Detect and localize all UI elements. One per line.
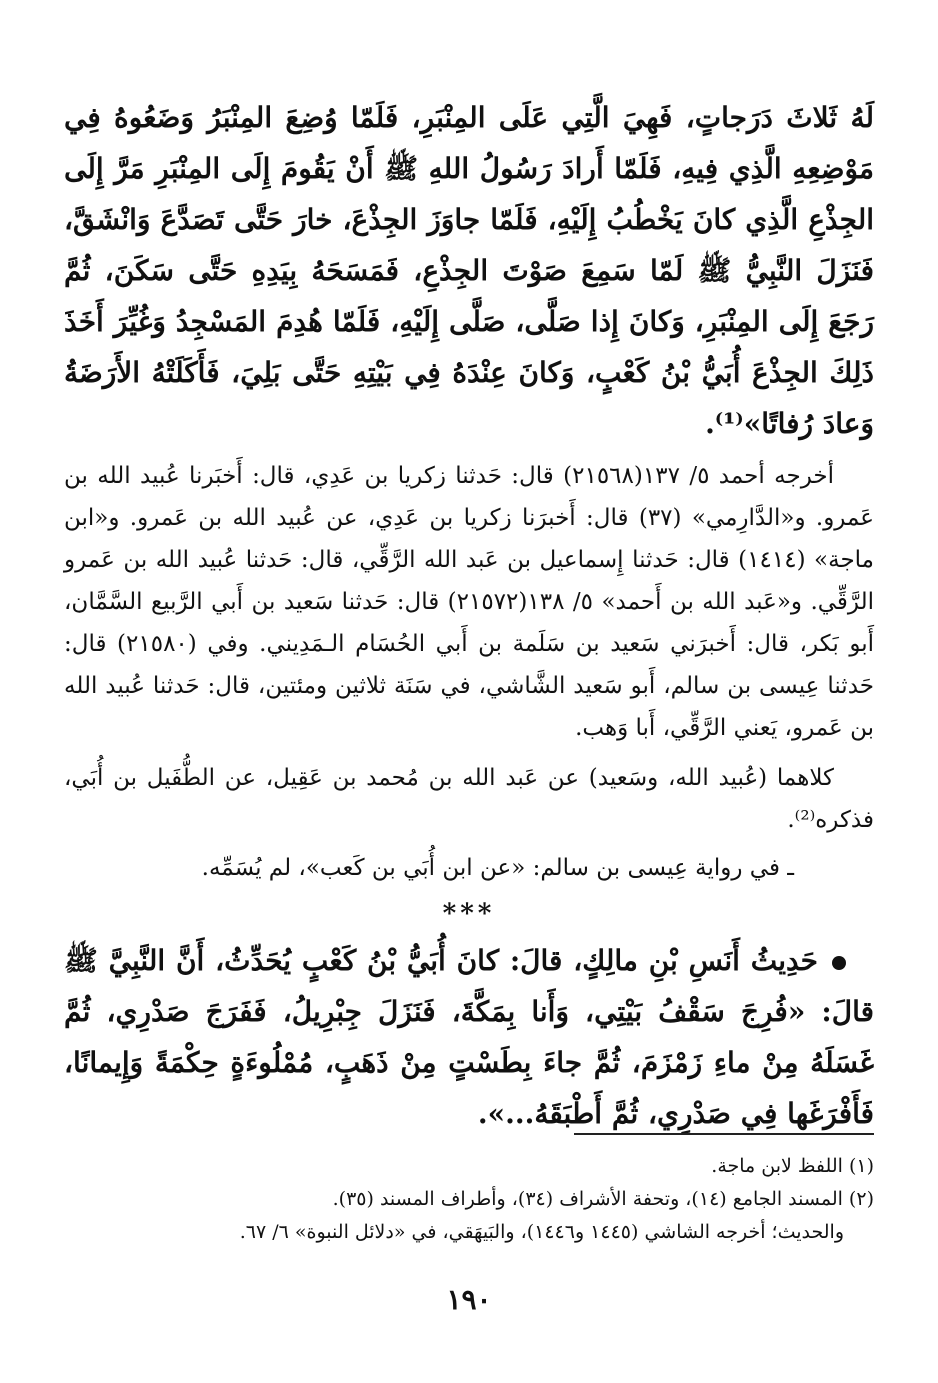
- takhrij-paragraph: أخرجه أحمد ٥/ ١٣٧(٢١٥٦٨) قال: حَدثنا زكريا بن عَدِي، قال: أَخبَرنا عُبيد الله بن عَمرو. و«الدَّارِمي» (٣٧) قال: أَخبرَنا زكريا بن عَدِي، عن عُبيد الله بن عَمرو. و«ابن ماجة» (١٤١٤) قال: حَدثنا إِسماعيل بن عَبد الله الرَّقِّي، قال: حَدثنا عُبيد الله بن عَمرو الرَّقِّي. و«عَبد الله بن أَحمد» ٥/ ١٣٨(٢١٥٧٢) قال: حَدثنا سَعيد بن أَبي الرَّبيع السَّمَّان، أَبو بَكر، قال: أَخبرَني سَعيد بن سَلَمة بن أَبي الحُسَام الـمَدِيني. وفي (٢١٥٨٠) قال: حَدثنا عِيسى بن سالم، أَبو سَعيد الشَّاشي، في سَنَة ثلاثين ومئتين، قال: حَدثنا عُبيد الله بن عَمرو، يَعني الرَّقِّي، أَبا وَهب.: [64, 463, 875, 741]
- footnote-divider: [574, 1133, 874, 1135]
- hadith-text: حَدِيثُ أَنَسِ بْنِ مالِكٍ، قالَ: كانَ أُبَيُّ بْنُ كَعْبٍ يُحَدِّثُ، أَنَّ النَّبِيَّ ﷺ قالَ: «فُرِجَ سَقْفُ بَيْتِي، وَأَنا بِمَكَّةَ، فَنَزَلَ جِبْرِيلُ، فَفَرَجَ صَدْرِي، ثُمَّ غَسَلَهُ مِنْ ماءِ زَمْزَمَ، ثُمَّ جاءَ بِطَسْتٍ مِنْ ذَهَبٍ، مُمْلُوءَةٍ حِكْمَةً وَإِيمانًا، فَأَفْرَغَها فِي صَدْرِي، ثُمَّ أَطْبَقَهُ...».: [64, 944, 875, 1130]
- section-separator: ***: [442, 899, 496, 929]
- footnote-2-continuation: والحديث؛ أخرجه الشاشي (١٤٤٥ و١٤٤٦)، والبَيهَقي، في «دلائل النبوة» ٦/ ٦٧.: [239, 1221, 844, 1243]
- hadith-entry: [64, 935, 874, 1139]
- chain-note: كلاهما (عُبيد الله، وسَعيد) عن عَبد الله بن مُحمد بن عَقِيل، عن الطُّفَيل بن أُبَي، فذكره⁽²⁾.: [64, 765, 874, 833]
- bullet-icon: [832, 956, 846, 970]
- page-number: ١٩٠: [446, 1283, 492, 1316]
- page-body: [64, 92, 874, 1139]
- variant-note: ـ في رواية عِيسى بن سالم: «عن ابن أُبَي بن كَعب»، لم يُسَمِّه.: [201, 855, 794, 881]
- hadith-text: لَهُ ثَلاثَ دَرَجاتٍ، فَهِيَ الَّتِي عَلَى المِنْبَرِ، فَلَمّا وُضِعَ المِنْبَرُ وَضَعُوهُ فِي مَوْضِعِهِ الَّذِي فِيهِ، فَلَمّا أَرادَ رَسُولُ اللهِ ﷺ أَنْ يَقُومَ إِلَى المِنْبَرِ مَرَّ إِلَى الجِذْعِ الَّذِي كانَ يَخْطُبُ إِلَيْهِ، فَلَمّا جاوَزَ الجِذْعَ، خارَ حَتَّى تَصَدَّعَ وَانْشَقَّ، فَنَزَلَ النَّبِيُّ ﷺ لَمّا سَمِعَ صَوْتَ الجِذْعِ، فَمَسَحَهُ بِيَدِهِ حَتَّى سَكَنَ، ثُمَّ رَجَعَ إِلَى المِنْبَرِ، وَكانَ إِذا صَلَّى، صَلَّى إِلَيْهِ، فَلَمّا هُدِمَ المَسْجِدُ وَغُيِّرَ أَخَذَ ذَلِكَ الجِذْعَ أُبَيُّ بْنُ كَعْبٍ، وَكانَ عِنْدَهُ فِي بَيْتِهِ حَتَّى بَلِيَ، فَأَكَلَتْهُ الأَرَضَةُ وَعادَ رُفاتًا»⁽¹⁾.: [64, 101, 874, 440]
- footnote-2: (٢) المسند الجامع (١٤)، وتحفة الأشراف (٣٤)، وأطراف المسند (٣٥).: [332, 1188, 874, 1210]
- footnotes: [64, 1150, 874, 1249]
- footnote-1: (١) اللفظ لابن ماجة.: [711, 1155, 874, 1177]
